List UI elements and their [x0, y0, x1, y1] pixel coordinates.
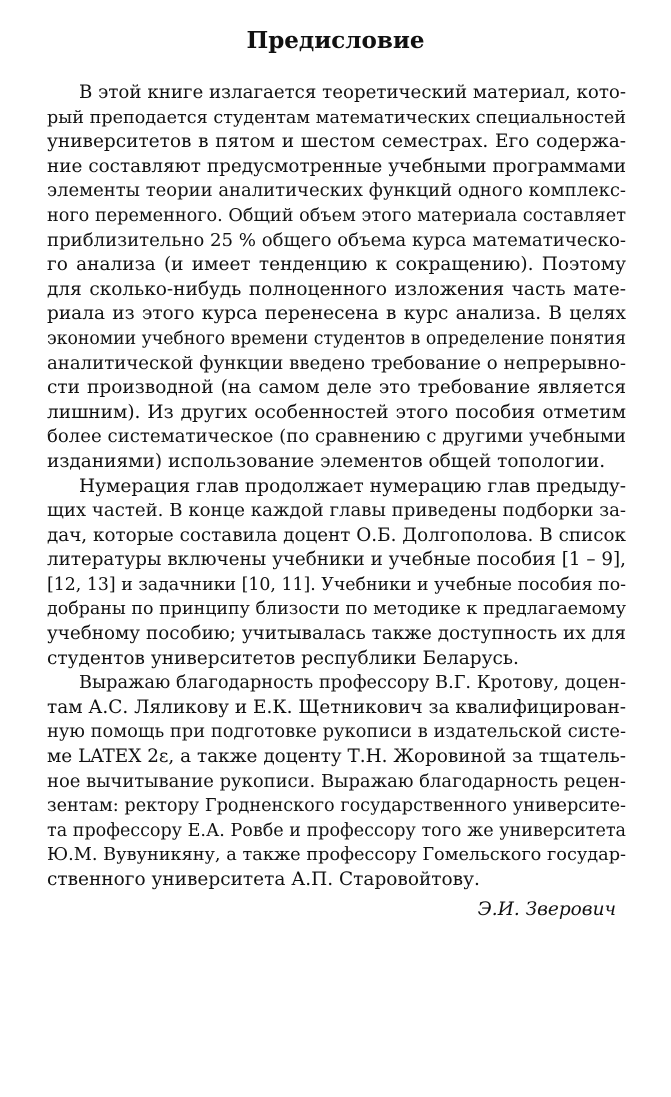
text-line: дач, которые составила доцент О.Б. Долгополова. В список	[47, 524, 626, 546]
text-line: студентов университетов республики Беларусь.	[47, 647, 519, 669]
text-line: В этой книге излагается теоретический материал, кото-	[79, 82, 626, 103]
text-line: ственного университета А.П. Старовойтову.	[47, 869, 480, 890]
text-line: ного переменного. Общий объем этого материала составляет	[47, 205, 626, 226]
text-line: ное вычитывание рукописи. Выражаю благодарность рецен-	[47, 770, 626, 792]
paragraph-2	[47, 475, 626, 672]
text-line: приблизительно 25 % общего объема курса математическо-	[47, 229, 626, 251]
text-line: риала из этого курса перенесена в курс анализа. В целях	[47, 303, 626, 325]
author-signature: Э.И. Зверович	[477, 899, 616, 920]
text-line: элементы теории аналитических функций одного комплекс-	[47, 180, 626, 202]
preface-body	[47, 81, 626, 893]
text-line: щих частей. В конце каждой главы приведены подборки за-	[47, 500, 626, 522]
text-line: университетов в пятом и шестом семестрах. Его содержа-	[47, 131, 626, 153]
paragraph-1	[47, 81, 626, 475]
text-line: рый преподается студентам математических специальностей	[47, 107, 626, 128]
text-line: лишним). Из других особенностей этого пособия отметим	[47, 401, 626, 423]
text-line: ние составляют предусмотренные учебными программами	[47, 155, 626, 177]
text-line: изданиями) использование элементов общей топологии.	[47, 450, 606, 472]
text-line: ную помощь при подготовке рукописи в издательской систе-	[47, 721, 626, 743]
text-line: добраны по принципу близости по методике к предлагаемому	[47, 599, 626, 620]
text-line: учебному пособию; учитывалась также доступность их для	[47, 623, 626, 645]
text-line: Ю.М. Вувуникяну, а также профессору Гомельского государ-	[47, 845, 626, 866]
text-line: [12, 13] и задачники [10, 11]. Учебники и учебные пособия по-	[47, 574, 626, 595]
text-line: Выражаю благодарность профессору В.Г. Кротову, доцен-	[79, 673, 626, 694]
text-line: аналитической функции введено требование о непрерывно-	[47, 352, 626, 374]
text-line: Нумерация глав продолжает нумерацию глав предыду-	[79, 475, 626, 497]
text-line: там А.С. Ляликову и Е.К. Щетникович за квалифицирован-	[47, 696, 626, 718]
page-title: Предисловие	[246, 27, 425, 54]
text-line: более систематическое (по сравнению с другими учебными	[47, 426, 626, 448]
text-line: ме LATEX 2ε, а также доценту Т.Н. Жоровиной за тщатель-	[47, 746, 626, 768]
text-line: та профессору Е.А. Ровбе и профессору того же университета	[47, 820, 626, 841]
text-line: зентам: ректору Гродненского государственного университе-	[47, 796, 626, 817]
text-line: экономии учебного времени студентов в определение понятия	[47, 328, 626, 349]
text-line: сти производной (на самом деле это требование является	[47, 377, 626, 399]
text-line: для сколько-нибудь полноценного изложения часть мате-	[47, 278, 626, 300]
paragraph-3	[47, 671, 626, 892]
text-line: го анализа (и имеет тенденцию к сокращению). Поэтому	[47, 254, 626, 276]
text-line: литературы включены учебники и учебные пособия [1 – 9],	[47, 549, 626, 571]
